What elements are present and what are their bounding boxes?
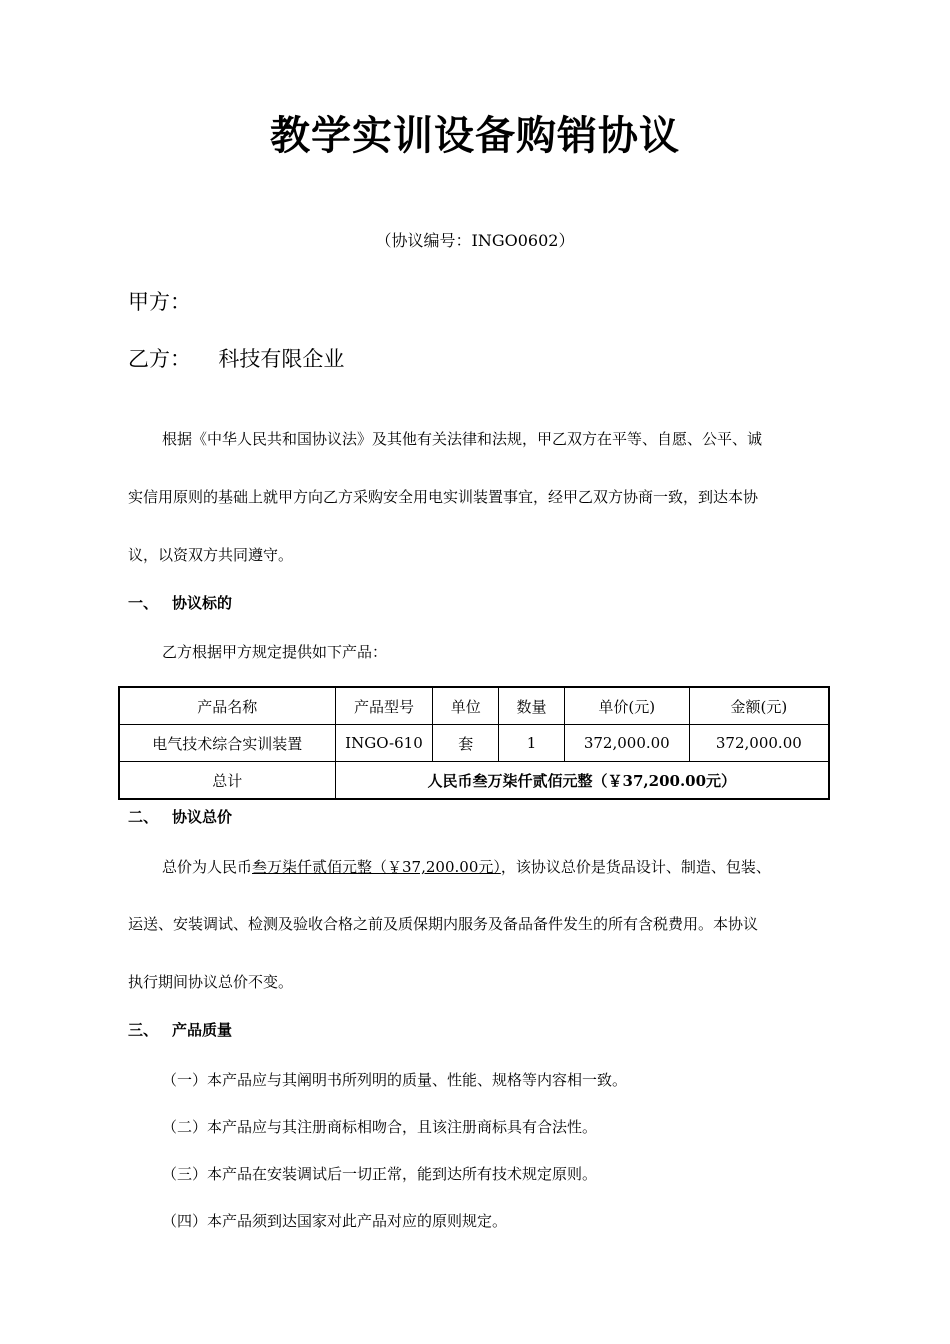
cell-model: INGO-610: [335, 725, 433, 762]
quality-item-1: （一）本产品应与其阐明书所列明的质量、性能、规格等内容相一致。: [162, 1071, 628, 1089]
header-model: 产品型号: [335, 687, 433, 725]
section-3-heading: [128, 1019, 232, 1040]
section-3-title: 产品质量: [172, 1021, 233, 1039]
document-title: 教学实训设备购销协议: [270, 113, 680, 159]
section-3-number: 三、: [128, 1021, 159, 1039]
header-amount: 金额(元): [689, 687, 829, 725]
section-2-title: 协议总价: [172, 808, 233, 826]
party-b-name: 科技有限企业: [218, 347, 345, 371]
section-2-line-3: 执行期间协议总价不变。: [128, 973, 294, 991]
section-2-line-2: 运送、安装调试、检测及验收合格之前及质保期内服务及备品备件发生的所有含税费用。本协议: [128, 915, 759, 933]
header-quantity: 数量: [499, 687, 565, 725]
price-suffix: ，该协议总价是货品设计、制造、包装、: [500, 858, 771, 876]
cell-unit-price: 372,000.00: [564, 725, 689, 762]
party-b: [128, 343, 344, 373]
intro-line-3: 议，以资双方共同遵守。: [128, 546, 294, 564]
section-2-line-1: [162, 856, 771, 877]
section-2-heading: [128, 806, 232, 827]
intro-line-2: 实信用原则的基础上就甲方向乙方采购安全用电实训装置事宜，经甲乙双方协商一致，到达本协: [128, 488, 759, 506]
header-product-name: 产品名称: [119, 687, 335, 725]
section-1-text: 乙方根据甲方规定提供如下产品：: [162, 643, 388, 661]
quality-item-4: （四）本产品须到达国家对此产品对应的原则规定。: [162, 1212, 508, 1230]
product-table: [118, 686, 830, 800]
table-header-row: [119, 687, 829, 725]
price-prefix: 总价为人民币: [162, 858, 253, 876]
quality-item-3: （三）本产品在安装调试后一切正常，能到达所有技术规定原则。: [162, 1165, 598, 1183]
price-amount-underlined: 叁万柒仟贰佰元整（￥37,200.00元）: [252, 858, 501, 876]
quality-item-2: （二）本产品应与其注册商标相吻合，且该注册商标具有合法性。: [162, 1118, 598, 1136]
cell-amount: 372,000.00: [689, 725, 829, 762]
cell-unit: 套: [433, 725, 499, 762]
header-unit: 单位: [433, 687, 499, 725]
header-unit-price: 单价(元): [564, 687, 689, 725]
section-1-number: 一、: [128, 594, 159, 612]
section-1-title: 协议标的: [172, 594, 233, 612]
cell-product-name: 电气技术综合实训装置: [119, 725, 335, 762]
agreement-number: （协议编号：INGO0602）: [375, 231, 575, 250]
party-a: 甲方：: [128, 290, 191, 314]
section-1-heading: [128, 592, 232, 613]
section-2-number: 二、: [128, 808, 159, 826]
total-label: 总计: [119, 762, 335, 800]
party-b-label: 乙方：: [128, 347, 191, 371]
total-value: 人民币叁万柒仟贰佰元整（￥37,200.00元）: [335, 762, 829, 800]
table-total-row: [119, 762, 829, 800]
table-row: [119, 725, 829, 762]
intro-line-1: 根据《中华人民共和国协议法》及其他有关法律和法规，甲乙双方在平等、自愿、公平、诚: [162, 430, 763, 448]
cell-quantity: 1: [499, 725, 565, 762]
